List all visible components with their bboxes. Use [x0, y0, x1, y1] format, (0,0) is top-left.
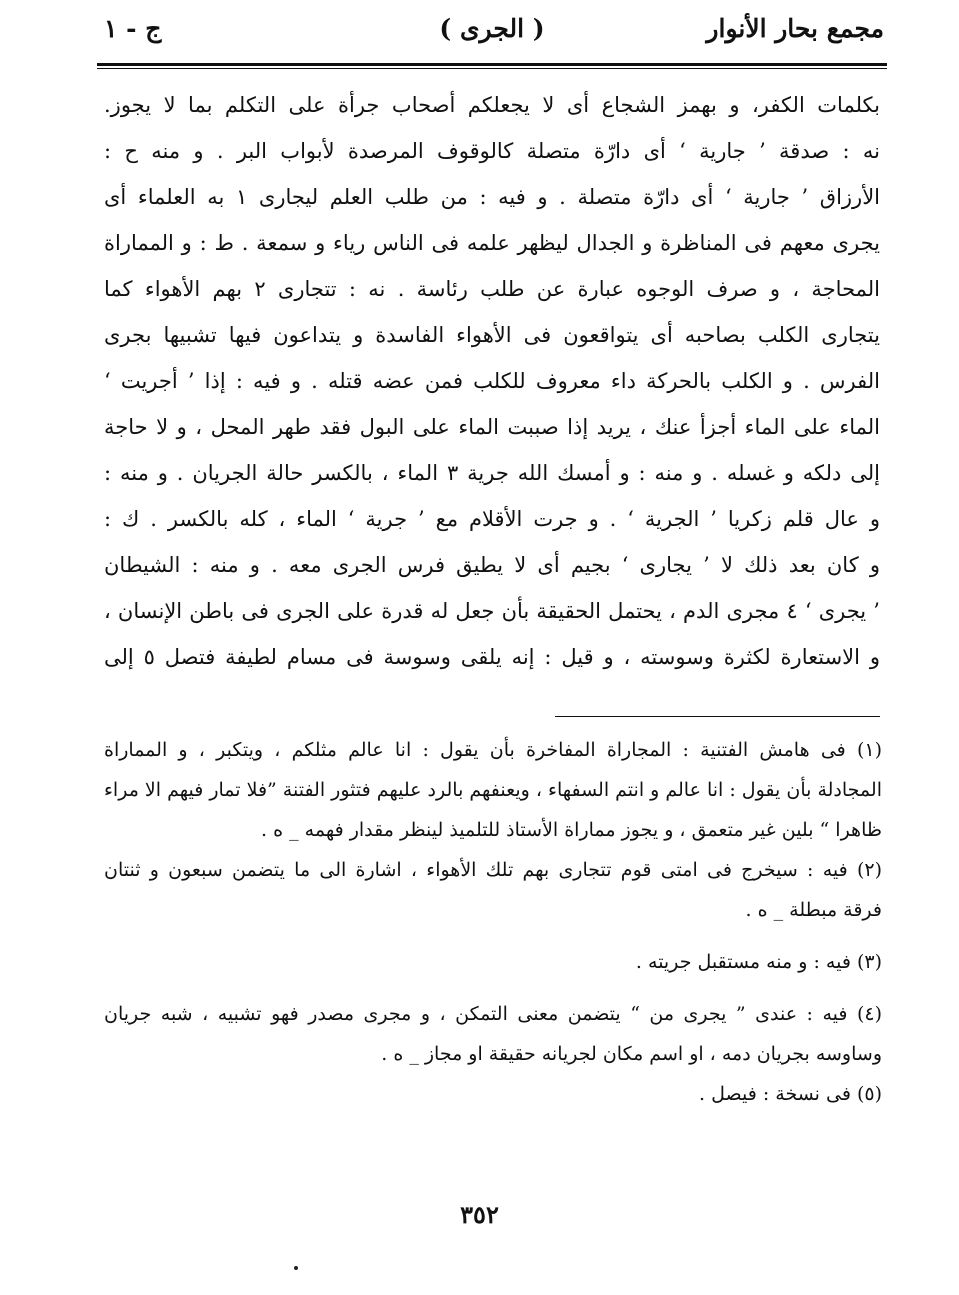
text-line: نه : صدقة ’ جارية ‘ أى دارّة متصلة كالوقوف المرصدة لأبواب البر . و منه ح : [104, 139, 880, 163]
footnote-line: وساوسه بجريان دمه ، او اسم مكان لجريانه حقيقة او مجاز _ ه . [381, 1043, 882, 1065]
footnote-line: (٢) فيه : سيخرج فى امتى قوم تتجارى بهم تلك الأهواء ، اشارة الى ما يتضمن سبعون و ثنتان [104, 859, 882, 881]
page-number: ٣٥٢ [460, 1200, 499, 1229]
text-line: المحاجة ، و صرف الوجوه عبارة عن طلب رئاسة . نه : تتجارى ٢ بهم الأهواء كما [104, 277, 880, 301]
book-title: مجمع بحار الأنوار [706, 14, 884, 43]
text-line: إلى دلكه و غسله . و منه : و أمسك الله جرية ٣ الماء ، بالكسر حالة الجريان . و منه : [104, 461, 880, 485]
footnote-3 [104, 942, 882, 982]
footnote-4 [104, 994, 882, 1074]
text-line: الأرزاق ’ جارية ‘ أى دارّة متصلة . و فيه : من طلب العلم ليجارى ١ به العلماء أى [104, 185, 880, 209]
footnote-line: فرقة مبطلة _ ه . [745, 899, 882, 921]
text-line: الفرس . و الكلب بالحركة داء معروف للكلب فمن عضه قتله . و فيه : إذا ’ أجريت ‘ [104, 369, 880, 393]
entry-heading: ( الجرى ) [439, 14, 545, 43]
footnote-line: ظاهرا “ بلين غير متعمق ، و يجوز مماراة الأستاذ للتلميذ لينظر مقدار فهمه _ ه . [261, 819, 882, 841]
footnote-1 [104, 730, 882, 850]
text-line: و عال قلم زكريا ’ الجرية ‘ . و جرت الأقلام مع ’ جرية ‘ الماء ، كله بالكسر . ك : [104, 507, 880, 531]
footnotes [104, 730, 882, 1114]
footnote-line: (٥) فى نسخة : فيصل . [699, 1083, 882, 1105]
footnote-separator [555, 716, 880, 717]
footnote-5 [104, 1074, 882, 1114]
header-rule-thin [97, 68, 887, 69]
text-line: يتجارى الكلب بصاحبه أى يتواقعون فى الأهواء الفاسدة و يتداعون فيها تشبيها بجرى [104, 323, 880, 347]
footnote-line: (١) فى هامش الفتنية : المجاراة المفاخرة بأن يقول : انا عالم مثلكم ، ويتكبر ، و المماراة [104, 739, 882, 761]
footnote-line: (٣) فيه : و منه مستقبل جريته . [635, 951, 882, 973]
running-header [100, 14, 884, 54]
text-line: الماء على الماء أجزأ عنك ، يريد إذا صببت الماء على البول فقد طهر المحل ، و لا حاجة [104, 415, 880, 439]
text-line: بكلمات الكفر، و بهمز الشجاع أى لا يجعلكم أصحاب جرأة على التكلم بما لا يجوز. [104, 93, 880, 117]
footnote-line: (٤) فيه : عندى ” يجرى من “ يتضمن معنى التمكن ، و مجرى مصدر فهو تشبيه ، شبه جريان [104, 1003, 882, 1025]
volume-label: ج - ١ [104, 14, 162, 43]
header-rule-thick [97, 63, 887, 66]
text-line: و كان بعد ذلك لا ’ يجارى ‘ بجيم أى لا يطيق فرس الجرى معه . و منه : الشيطان [104, 553, 880, 577]
text-line: و الاستعارة لكثرة وسوسته ، و قيل : إنه يلقى وسوسة فى مسام لطيفة فتصل ٥ إلى [104, 645, 880, 669]
text-line: يجرى معهم فى المناظرة و الجدال ليظهر علمه فى الناس رياء و سمعة . ط : و المماراة [104, 231, 880, 255]
main-text [104, 82, 880, 680]
footnote-line: المجادلة بأن يقول : انا عالم و انتم السفهاء ، ويعنفهم بالرد عليهم فتثور الفتنة ”فلا تمار فيهم الا مراء [104, 779, 882, 801]
ink-speck [294, 1266, 298, 1270]
text-line: ’ يجرى ‘ ٤ مجرى الدم ، يحتمل الحقيقة بأن جعل له قدرة على الجرى فى باطن الإنسان ، [104, 599, 880, 623]
footnote-2 [104, 850, 882, 930]
